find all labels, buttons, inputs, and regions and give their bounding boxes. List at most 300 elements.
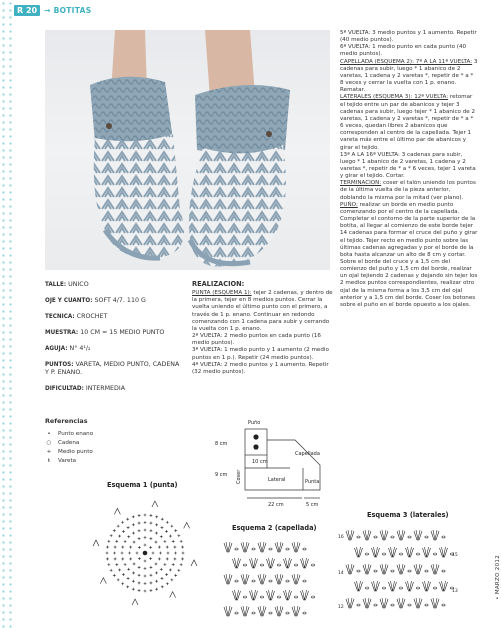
chain-mark	[425, 570, 428, 572]
stitch-mark	[138, 557, 141, 560]
fan-mark	[397, 564, 405, 574]
realizacion-section	[192, 281, 334, 376]
stitch-mark	[115, 563, 118, 566]
chain-mark	[303, 580, 306, 582]
stitch-mark	[127, 526, 130, 529]
paragraph: 2ª VUELTA: 2 medio puntos en cada punto (16 medio puntos).	[192, 333, 321, 347]
stitch-mark	[113, 552, 116, 555]
stitch-mark	[166, 558, 169, 561]
spec-label: TALLE:	[45, 281, 67, 288]
legend-item	[45, 438, 145, 447]
width-5cm: 5 cm	[306, 502, 319, 508]
spec-item	[45, 329, 185, 337]
legend-label: Punto enano	[58, 430, 94, 437]
stitch-mark	[180, 540, 183, 543]
fan-mark	[355, 581, 363, 591]
fan-mark	[440, 547, 448, 557]
legend-title: Referencias	[45, 417, 88, 425]
page-header	[14, 3, 91, 17]
fan-mark	[275, 542, 283, 552]
fan-mark	[380, 530, 388, 540]
stitch-mark	[182, 552, 185, 555]
punta-text: tejer 2 cadenas, y dentro de la primera, tejer en 8 medios puntos. Cerrar la vuelta uniendo el último punto con el primero, a través de 1 p. enano. Continuar en redondo comenzando con 1 cadena para subir y cerrando la vuelta con 1 p. enano.	[192, 290, 333, 332]
stitch-mark	[170, 525, 173, 528]
chain-mark	[243, 564, 246, 566]
chain-mark	[416, 587, 419, 589]
esquema3-title: Esquema 3 (laterales)	[367, 511, 449, 519]
stitch-mark	[155, 572, 158, 575]
stitch-mark	[167, 552, 170, 555]
fan-mark	[372, 547, 380, 557]
spec-value: SOFT 4/7. 110 G	[92, 297, 146, 304]
chain-mark	[391, 536, 394, 538]
stitch-mark	[149, 546, 152, 549]
stitch-mark	[138, 566, 141, 569]
punta-label: Punta	[305, 479, 320, 485]
stitch-mark	[165, 530, 168, 533]
chain-mark	[399, 553, 402, 555]
stitch-mark	[113, 574, 116, 577]
fan-mark	[224, 542, 232, 552]
chain-mark	[252, 548, 255, 550]
chain-mark	[286, 548, 289, 550]
stitch-mark	[122, 530, 125, 533]
stitch-mark	[149, 557, 152, 560]
stitch-mark	[107, 540, 110, 543]
chain-mark	[286, 612, 289, 614]
fan-mark	[267, 590, 275, 600]
fan-mark	[346, 564, 354, 574]
stitch-mark	[138, 529, 141, 532]
stitch-mark	[150, 529, 153, 532]
stitch-mark	[155, 580, 158, 583]
row-label: 16	[338, 535, 344, 540]
fan-mark	[258, 606, 266, 616]
spec-value: 10 CM = 15 MEDIO PUNTO	[78, 329, 165, 336]
fan-mark	[233, 558, 241, 568]
stitch-mark	[144, 590, 147, 593]
stitch-mark	[150, 537, 153, 540]
fan-mark	[275, 606, 283, 616]
chain-mark	[365, 553, 368, 555]
stitch-mark	[122, 573, 125, 576]
stitch-mark	[144, 567, 147, 570]
stitch-mark	[169, 535, 172, 538]
stitch-mark	[174, 529, 177, 532]
stitch-mark	[144, 514, 147, 517]
chain-mark	[303, 612, 306, 614]
chain-mark	[382, 587, 385, 589]
spec-item	[45, 345, 185, 353]
stitch-mark	[144, 521, 147, 524]
fan-mark	[380, 598, 388, 608]
stitch-mark	[155, 515, 158, 518]
stitch-mark	[144, 582, 147, 585]
slip-stitch-icon: •	[47, 430, 51, 437]
chain-mark	[294, 596, 297, 598]
chain-mark	[235, 548, 238, 550]
punta-label: PUNTA (ESQUEMA 1):	[192, 290, 252, 297]
stitch-mark	[127, 535, 130, 538]
stitch-mark	[150, 514, 153, 517]
spec-item	[45, 297, 185, 305]
laterales-label: LATERALES (ESQUEMA 3): 12ª VUELTA:	[340, 94, 449, 101]
chain-mark	[399, 587, 402, 589]
chain-icon: ○	[46, 439, 52, 446]
chain-mark	[303, 548, 306, 550]
stitch-mark	[170, 578, 173, 581]
instructions-right-column	[340, 30, 478, 309]
paragraph	[192, 290, 334, 333]
chain-mark	[408, 536, 411, 538]
terminacion-text: coser el talón uniendo los puntos de la última vuelta de la pieza anterior, doblando la misma por la mitad (ver plano).	[340, 180, 476, 201]
chain-mark	[365, 587, 368, 589]
chain-mark	[235, 580, 238, 582]
stitch-mark	[113, 529, 116, 532]
chain-mark	[391, 570, 394, 572]
puno-label: Puño	[248, 420, 261, 426]
chain-mark	[311, 596, 314, 598]
stitch-mark	[127, 568, 130, 571]
stitch-mark	[161, 577, 164, 580]
stitch-mark	[132, 515, 135, 518]
legend-item	[45, 429, 145, 438]
stitch-mark	[166, 521, 169, 524]
terminacion-label: TERMINACION:	[340, 180, 382, 187]
stitch-mark	[121, 521, 124, 524]
width-22cm: 22 cm	[268, 502, 284, 508]
stitch-mark	[132, 588, 135, 591]
paragraph: 5ª VUELTA: 3 medio puntos y 1 aumento. Repetir (40 medio puntos).	[340, 30, 477, 44]
esquema1-title: Esquema 1 (punta)	[107, 481, 178, 489]
stitch-mark	[132, 532, 135, 535]
chain-mark	[374, 570, 377, 572]
stitch-mark	[117, 578, 120, 581]
fan-mark	[363, 564, 371, 574]
spec-label: PUNTOS:	[45, 361, 74, 368]
spec-label: TECNICA:	[45, 313, 75, 320]
chain-mark	[382, 553, 385, 555]
spec-value: CROCHET	[74, 313, 108, 320]
paragraph	[340, 202, 478, 309]
fan-mark	[389, 581, 397, 591]
stitch-mark	[138, 574, 141, 577]
legend-label: Medio punto	[58, 448, 93, 455]
stitch-mark	[158, 558, 161, 561]
fan-mark	[346, 530, 354, 540]
legend-item	[45, 456, 145, 465]
spec-label: OJE Y CUANTO:	[45, 297, 93, 304]
puno-label: PUÑO:	[340, 201, 358, 208]
stitch-mark	[164, 540, 167, 543]
fan-mark	[346, 598, 354, 608]
fan-mark	[191, 560, 197, 566]
fan-mark	[355, 547, 363, 557]
specs-list	[45, 281, 185, 401]
stitch-mark	[161, 518, 164, 521]
spec-label: AGUJA:	[45, 345, 68, 352]
stitch-mark	[106, 558, 109, 561]
fan-mark	[292, 574, 300, 584]
chain-mark	[391, 604, 394, 606]
chain-mark	[260, 564, 263, 566]
stitch-mark	[155, 523, 158, 526]
stitch-mark	[166, 582, 169, 585]
fan-mark	[241, 542, 249, 552]
stitch-mark	[161, 585, 164, 588]
row-label: 15	[452, 553, 458, 558]
chain-mark	[433, 587, 436, 589]
stitch-mark	[128, 552, 131, 555]
paragraph: 3ª VUELTA: 1 medio punto y 1 aumento (2 medio puntos en 1 p.). Repetir (24 medio puntos).	[192, 347, 329, 361]
fan-mark	[132, 599, 138, 605]
stitch-mark	[121, 552, 124, 555]
spec-item	[45, 281, 185, 289]
esquema3-chart	[334, 522, 464, 618]
stitch-mark	[155, 541, 158, 544]
paragraph	[340, 94, 478, 151]
stitch-mark	[126, 585, 129, 588]
stitch-mark	[121, 582, 124, 585]
stitch-mark	[181, 546, 184, 549]
realizacion-heading: REALIZACION:	[192, 280, 245, 288]
stitch-mark	[174, 546, 177, 549]
stitch-mark	[136, 552, 139, 555]
puno-text: realizar un borde en medio punto comenzando por el centro de la capellada. Completar el contorno de la parte superior de la botita, al llegar al comienzo de este borde tejer 14 cadenas para formar el cruce del puño y girar el tejido. Tejer recto en medio punto sobre las últimas cadenas agregadas y por el borde de la bota hasta alcanzar un alto de 8 cm y cortar. Sobre el borde del cruce y a 1,5 cm del comienzo del puño y 1,5 cm del borde, realizar un ojal tejiendo 2 cadenas y dejando sin tejer los 2 medios puntos correspondientes, realizar otro ojal de la misma forma a los 3,5 cm del ojal anterior y a 1,5 cm del borde. Coser los botones sobre el puño en el borde opuesto a los ojales.	[340, 201, 478, 308]
paragraph: 13ª A LA 16ª VUELTA: 3 cadenas para subir, luego * 1 abanico de 2 varetas, 1 cadena y 2 varetas *, repetir de * a * 6 veces, tejer 1 vareta y girar el tejido. Cortar.	[340, 151, 476, 180]
chain-mark	[269, 548, 272, 550]
stitch-mark	[115, 540, 118, 543]
fan-mark	[431, 530, 439, 540]
chain-mark	[252, 612, 255, 614]
fan-mark	[301, 558, 309, 568]
coser-label: Coser	[236, 469, 242, 484]
paragraph: 6ª VUELTA: 1 medio punto en cada punto (40 medio puntos).	[340, 44, 467, 58]
legend-item	[45, 447, 145, 456]
stitch-mark	[133, 541, 136, 544]
paragraph: 4ª VUELTA: 2 medio puntos y 1 aumento. Repetir (32 medio puntos).	[192, 361, 329, 375]
chain-mark	[442, 536, 445, 538]
stitch-mark	[172, 563, 175, 566]
stitch-mark	[138, 522, 141, 525]
stitch-mark	[138, 546, 141, 549]
stitch-mark	[159, 552, 162, 555]
stitch-mark	[124, 540, 127, 543]
esquema2-title: Esquema 2 (capellada)	[232, 524, 317, 532]
row-label: 12	[338, 605, 344, 610]
chain-mark	[425, 604, 428, 606]
chain-mark	[243, 596, 246, 598]
fan-mark	[284, 558, 292, 568]
chain-mark	[277, 564, 280, 566]
chain-mark	[442, 604, 445, 606]
dotted-border	[0, 0, 14, 628]
fan-mark	[275, 574, 283, 584]
stitch-mark	[174, 574, 177, 577]
fan-mark	[114, 508, 120, 514]
chain-mark	[269, 580, 272, 582]
fan-mark	[389, 547, 397, 557]
fan-mark	[224, 574, 232, 584]
chain-mark	[269, 612, 272, 614]
height-8cm: 8 cm	[215, 441, 228, 447]
stitch-mark	[118, 535, 121, 538]
stitch-mark	[150, 589, 153, 592]
fan-mark	[423, 547, 431, 557]
legend-label: Cadena	[58, 439, 80, 446]
stitch-mark	[161, 526, 164, 529]
fan-mark	[292, 606, 300, 616]
stitch-mark	[138, 514, 141, 517]
stitch-mark	[160, 535, 163, 538]
stitch-mark	[124, 563, 127, 566]
spec-item	[45, 385, 185, 393]
stitch-mark	[132, 572, 135, 575]
stitch-mark	[121, 546, 124, 549]
chain-mark	[235, 612, 238, 614]
chain-mark	[286, 580, 289, 582]
stitch-mark	[165, 573, 168, 576]
chain-mark	[408, 604, 411, 606]
stitch-mark	[174, 558, 177, 561]
chain-mark	[277, 596, 280, 598]
fan-mark	[414, 564, 422, 574]
stitch-mark	[106, 552, 109, 555]
stitch-mark	[106, 546, 109, 549]
spec-label: DIFICULTAD:	[45, 385, 84, 392]
fan-mark	[224, 606, 232, 616]
fan-mark	[414, 598, 422, 608]
chain-mark	[408, 570, 411, 572]
stitch-mark	[150, 574, 153, 577]
stitch-mark	[144, 575, 147, 578]
chain-mark	[294, 564, 297, 566]
chain-mark	[425, 536, 428, 538]
stitch-mark	[129, 558, 132, 561]
stitch-mark	[174, 552, 177, 555]
spec-item	[45, 313, 185, 321]
chain-mark	[357, 570, 360, 572]
stitch-mark	[181, 558, 184, 561]
stitch-mark	[114, 546, 117, 549]
fan-mark	[250, 590, 258, 600]
row-label: 14	[338, 571, 344, 576]
stitch-mark	[169, 569, 172, 572]
chain-mark	[357, 604, 360, 606]
stitch-mark	[150, 566, 153, 569]
stitch-mark	[166, 546, 169, 549]
stitch-mark	[152, 552, 155, 555]
stitch-mark	[177, 569, 180, 572]
fan-mark	[170, 592, 176, 598]
stitch-mark	[132, 523, 135, 526]
chain-mark	[311, 564, 314, 566]
stitch-mark	[150, 522, 153, 525]
fan-mark	[423, 581, 431, 591]
fan-mark	[380, 564, 388, 574]
stitch-mark	[107, 563, 110, 566]
stitch-mark	[138, 582, 141, 585]
stitch-mark	[110, 534, 113, 537]
capellada-label: Capellada	[295, 451, 320, 457]
fan-mark	[431, 564, 439, 574]
chain-mark	[374, 604, 377, 606]
fan-mark	[406, 547, 414, 557]
stitch-mark	[144, 529, 147, 532]
spec-value: VARETA, MEDIO PUNTO, CADENA Y P. ENANO.	[45, 361, 180, 376]
fan-mark	[152, 501, 158, 507]
stitch-mark	[133, 563, 136, 566]
stitch-mark	[127, 577, 130, 580]
fan-mark	[372, 581, 380, 591]
fan-mark	[258, 574, 266, 584]
spec-value: INTERMEDIA	[83, 385, 126, 392]
spec-item	[45, 361, 185, 377]
stitch-mark	[172, 540, 175, 543]
stitch-mark	[129, 546, 132, 549]
chain-mark	[357, 536, 360, 538]
capellada-text: 3 cadenas para subir, luego * 1 abanico de 2 varetas, 1 cadena y 2 varetas *, repetir de * a * 8 veces y cerrar la vuelta con 1 p. enano. Rematar.	[340, 58, 478, 94]
stitch-mark	[121, 558, 124, 561]
chain-mark	[252, 580, 255, 582]
laterales-text: retomar el tejido entre un par de abanicos y tejer 3 cadenas para subir, luego tejer * 1 abanico de 2 varetas, 1 cadena y 2 varetas *, repetir de * a * 6 veces, quedan libres 2 abanicos que corresponden al centro de la capellada. Tejer 1 vareta más entre el último par de abanicos y girar el tejido.	[340, 94, 476, 151]
height-9cm: 9 cm	[215, 472, 228, 478]
fan-mark	[258, 542, 266, 552]
esquema1-chart	[90, 491, 200, 621]
fan-mark	[431, 598, 439, 608]
single-crochet-icon: +	[46, 448, 52, 455]
lateral-label: Lateral	[268, 477, 286, 483]
stitch-mark	[126, 518, 129, 521]
product-photo	[45, 30, 330, 270]
stitch-mark	[180, 563, 183, 566]
fan-mark	[241, 574, 249, 584]
fan-mark	[301, 590, 309, 600]
fan-mark	[250, 558, 258, 568]
fan-mark	[184, 522, 190, 528]
stitch-mark	[155, 532, 158, 535]
stitch-mark	[164, 563, 167, 566]
bootie-plan-diagram	[210, 418, 360, 510]
stitch-mark	[155, 563, 158, 566]
esquema2-chart	[218, 536, 318, 626]
fan-mark	[241, 606, 249, 616]
stitch-mark	[138, 537, 141, 540]
legend-label: Vareta	[58, 457, 77, 464]
stitch-mark	[114, 558, 117, 561]
stitch-mark	[158, 546, 161, 549]
spec-label: MUESTRA:	[45, 329, 79, 336]
paragraph	[340, 59, 478, 95]
spec-value: UNICO	[66, 281, 89, 288]
chain-mark	[374, 536, 377, 538]
paragraph	[340, 180, 478, 201]
fan-mark	[363, 530, 371, 540]
chain-mark	[442, 570, 445, 572]
width-10cm: 10 cm	[252, 459, 268, 465]
fan-mark	[233, 590, 241, 600]
stitch-mark	[150, 582, 153, 585]
fan-mark	[397, 598, 405, 608]
issue-date: • MARZO 2012	[495, 555, 501, 600]
stitch-mark	[160, 568, 163, 571]
chain-mark	[433, 553, 436, 555]
fan-mark	[397, 530, 405, 540]
page-number: R 20	[14, 5, 40, 16]
chain-mark	[260, 596, 263, 598]
stitch-mark	[132, 580, 135, 583]
spec-value: N° 4¹/₂	[67, 345, 91, 352]
